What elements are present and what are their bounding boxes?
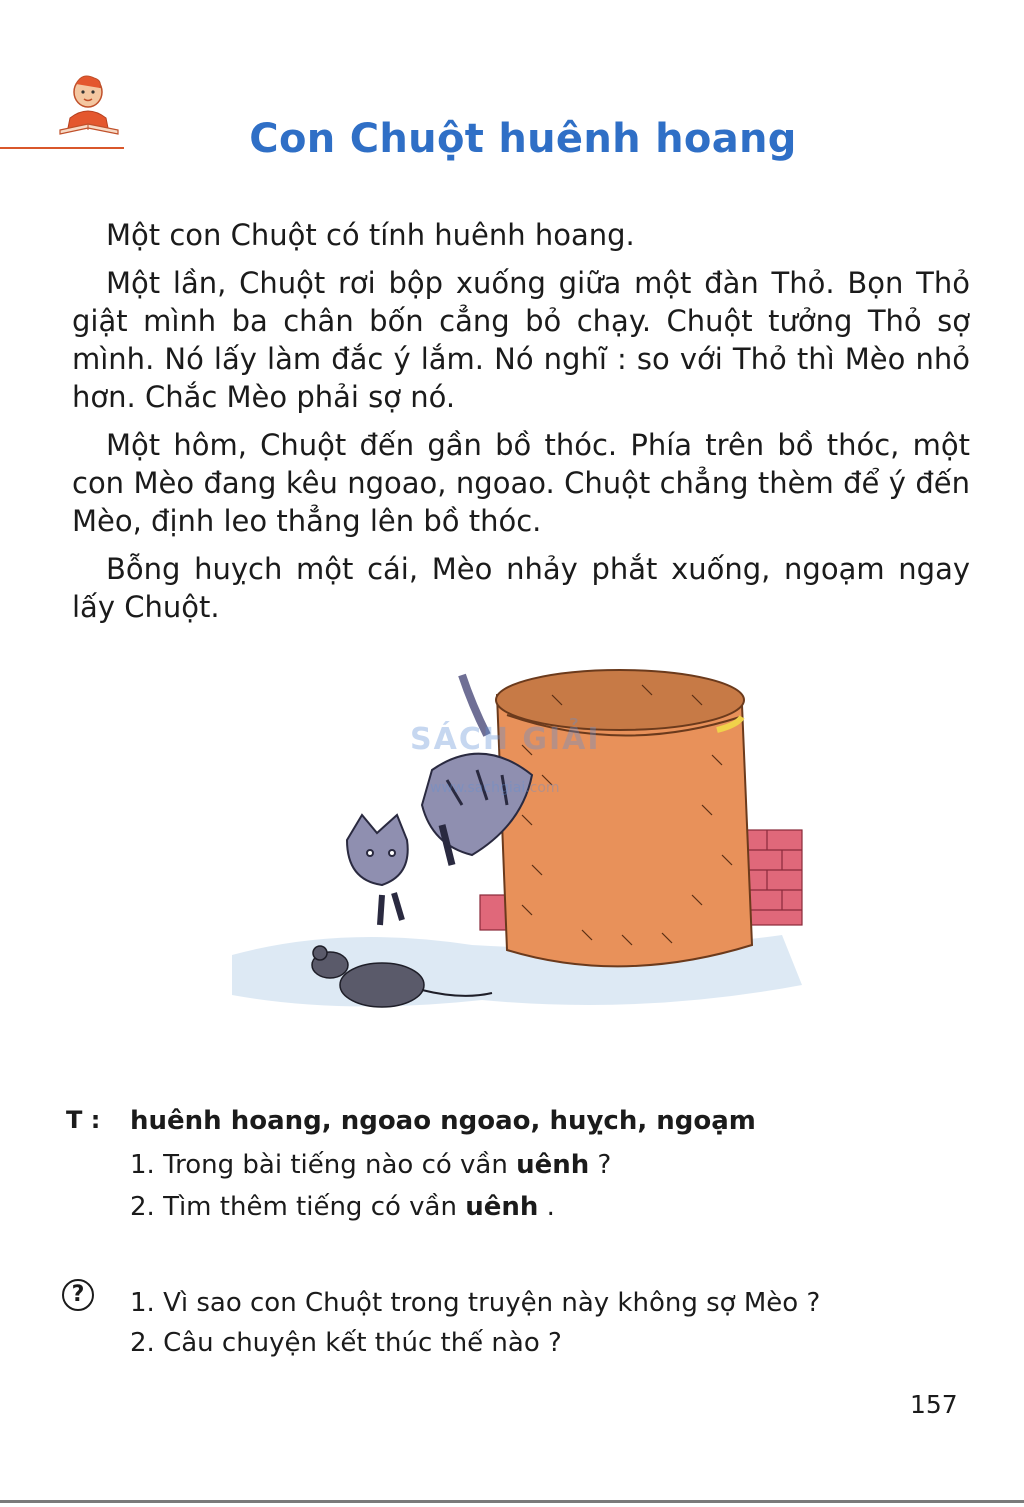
exercise-item xyxy=(130,1192,555,1222)
cat-mouse-basket-illustration xyxy=(222,655,822,1055)
story-paragraph: Một hôm, Chuột đến gần bồ thóc. Phía trên bồ thóc, một con Mèo đang kêu ngoao, ngoao. Chuột chẳng thèm để ý đến Mèo, định leo thẳng lên bồ thóc. xyxy=(72,428,970,538)
rice-basket xyxy=(496,670,752,966)
question-item: 1. Vì sao con Chuột trong truyện này không sợ Mèo ? xyxy=(130,1288,821,1318)
exercise-item-suffix: . xyxy=(538,1192,555,1222)
exercise-words: huênh hoang, ngoao ngoao, huỵch, ngoạm xyxy=(130,1106,756,1136)
story-paragraph: Một con Chuột có tính huênh hoang. xyxy=(106,218,635,252)
exercise-item-suffix: ? xyxy=(589,1150,612,1180)
exercise-item-keyword: uênh xyxy=(465,1192,539,1222)
exercise-item-keyword: uênh xyxy=(516,1150,590,1180)
story-paragraph: Một lần, Chuột rơi bộp xuống giữa một đàn Thỏ. Bọn Thỏ giật mình ba chân bốn cẳng bỏ chạy. Chuột tưởng Thỏ sợ mình. Nó lấy làm đắc ý lắm. Nó nghĩ : so với Thỏ thì Mèo nhỏ hơn. Chắc Mèo phải sợ nó. xyxy=(72,266,970,414)
bottom-rule xyxy=(0,1500,1024,1503)
watermark-url: www.sachgiai.com xyxy=(430,780,560,796)
lesson-title: Con Chuột huênh hoang xyxy=(249,116,797,162)
page-number: 157 xyxy=(910,1390,958,1419)
question-mark-icon: ? xyxy=(62,1279,94,1311)
story-paragraph: Bỗng huỵch một cái, Mèo nhảy phắt xuống, ngoạm ngay lấy Chuột. xyxy=(72,552,970,624)
story-text xyxy=(72,216,970,636)
watermark-text: SÁCH GIẢI xyxy=(410,722,601,757)
exercise-item-text: 2. Tìm thêm tiếng có vần xyxy=(130,1192,466,1222)
exercise-item xyxy=(130,1150,611,1180)
exercise-label: T : xyxy=(66,1106,101,1134)
exercise-item-text: 1. Trong bài tiếng nào có vần xyxy=(130,1150,517,1180)
question-item: 2. Câu chuyện kết thúc thế nào ? xyxy=(130,1328,562,1358)
